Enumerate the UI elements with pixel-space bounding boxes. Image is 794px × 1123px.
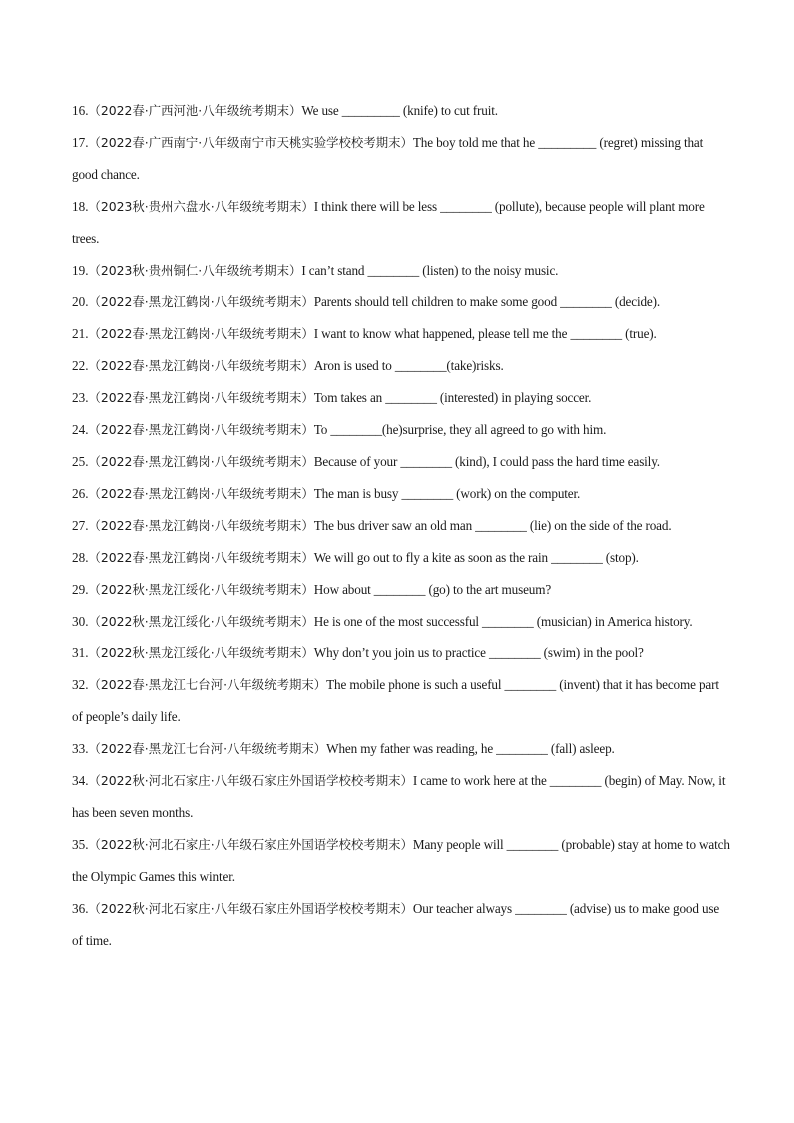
question-source: （2022春·广西河池·八年级统考期末） — [88, 103, 302, 118]
question-item — [72, 191, 732, 255]
question-number: 29. — [72, 581, 89, 597]
question-item — [72, 318, 732, 350]
question-list — [72, 95, 732, 956]
question-text: Aron is used to ________(take)risks. — [313, 358, 504, 374]
question-item — [72, 542, 732, 574]
question-text: When my father was reading, he ________ (fall) asleep. — [326, 741, 615, 757]
question-text: I think there will be less ________ (pollute), because people will plant more trees. — [72, 198, 705, 246]
question-source: （2022春·黑龙江鹤岗·八年级统考期末） — [88, 422, 314, 438]
question-source: （2022春·黑龙江鹤岗·八年级统考期末） — [88, 326, 314, 342]
question-text: Many people will ________ (probable) stay at home to watch the Olympic Games this winter. — [72, 836, 730, 884]
question-text: Tom takes an ________ (interested) in playing soccer. — [313, 390, 592, 406]
question-item — [72, 127, 732, 191]
question-text: We use _________ (knife) to cut fruit. — [301, 103, 498, 118]
question-number: 19. — [72, 262, 89, 278]
question-source: （2023秋·贵州六盘水·八年级统考期末） — [88, 198, 314, 214]
question-source: （2022春·黑龙江鹤岗·八年级统考期末） — [88, 549, 314, 565]
question-text: He is one of the most successful ________ (musician) in America history. — [313, 613, 693, 629]
question-source: （2022春·黑龙江鹤岗·八年级统考期末） — [88, 294, 314, 310]
question-source: （2023秋·贵州铜仁·八年级统考期末） — [88, 262, 302, 278]
question-source: （2022秋·黑龙江绥化·八年级统考期末） — [88, 645, 314, 661]
question-number: 35. — [72, 836, 89, 852]
question-item — [72, 510, 732, 542]
question-source: （2022春·黑龙江鹤岗·八年级统考期末） — [88, 453, 314, 469]
question-source: （2022秋·河北石家庄·八年级石家庄外国语学校校考期末） — [88, 773, 413, 789]
question-item — [72, 286, 732, 318]
question-source: （2022秋·黑龙江绥化·八年级统考期末） — [88, 581, 314, 597]
question-source: （2022春·黑龙江鹤岗·八年级统考期末） — [88, 358, 314, 374]
question-number: 23. — [72, 390, 89, 406]
question-text: Our teacher always ________ (advise) us to make good use of time. — [72, 900, 720, 948]
question-number: 36. — [72, 900, 89, 916]
question-number: 20. — [72, 294, 89, 310]
question-item — [72, 95, 732, 127]
question-text: To ________(he)surprise, they all agreed to go with him. — [313, 422, 607, 438]
question-text: The man is busy ________ (work) on the computer. — [313, 485, 581, 501]
question-source: （2022春·黑龙江鹤岗·八年级统考期末） — [88, 517, 314, 533]
question-source: （2022春·黑龙江七台河·八年级统考期末） — [88, 741, 327, 757]
question-item — [72, 350, 732, 382]
question-number: 26. — [72, 485, 89, 501]
question-number: 27. — [72, 517, 89, 533]
question-text: The bus driver saw an old man ________ (lie) on the side of the road. — [313, 517, 672, 533]
question-item — [72, 478, 732, 510]
question-source: （2022春·黑龙江鹤岗·八年级统考期末） — [88, 390, 314, 406]
question-number: 31. — [72, 645, 89, 661]
question-source: （2022春·黑龙江鹤岗·八年级统考期末） — [88, 485, 314, 501]
question-text: The boy told me that he _________ (regret) missing that good chance. — [72, 134, 704, 182]
question-text: I can’t stand ________ (listen) to the noisy music. — [301, 262, 559, 278]
question-number: 30. — [72, 613, 89, 629]
question-item — [72, 765, 732, 829]
question-item — [72, 637, 732, 669]
question-text: We will go out to fly a kite as soon as the rain ________ (stop). — [313, 549, 639, 565]
question-text: I want to know what happened, please tell me the ________ (true). — [313, 326, 657, 342]
question-number: 32. — [72, 677, 89, 693]
question-source: （2022秋·河北石家庄·八年级石家庄外国语学校校考期末） — [88, 900, 413, 916]
question-item — [72, 574, 732, 606]
question-item — [72, 893, 732, 957]
question-number: 22. — [72, 358, 89, 374]
question-item — [72, 446, 732, 478]
question-number: 24. — [72, 422, 89, 438]
question-text: I came to work here at the ________ (begin) of May. Now, it has been seven months. — [72, 773, 726, 820]
question-number: 17. — [72, 134, 89, 150]
question-text: Parents should tell children to make some good ________ (decide). — [313, 294, 661, 310]
question-number: 34. — [72, 773, 89, 789]
question-item — [72, 414, 732, 446]
question-number: 25. — [72, 453, 89, 469]
question-source: （2022秋·河北石家庄·八年级石家庄外国语学校校考期末） — [88, 836, 413, 852]
question-number: 33. — [72, 741, 89, 757]
question-source: （2022春·广西南宁·八年级南宁市天桃实验学校校考期末） — [88, 134, 413, 150]
question-number: 18. — [72, 198, 89, 214]
question-item — [72, 255, 732, 287]
question-text: The mobile phone is such a useful ________ (invent) that it has become part of people’s daily life. — [72, 677, 719, 725]
question-text: Because of your ________ (kind), I could pass the hard time easily. — [313, 453, 660, 469]
question-text: How about ________ (go) to the art museum? — [313, 581, 552, 597]
question-source: （2022秋·黑龙江绥化·八年级统考期末） — [88, 613, 314, 629]
question-item — [72, 669, 732, 733]
question-number: 21. — [72, 326, 89, 342]
question-text: Why don’t you join us to practice ________ (swim) in the pool? — [313, 645, 644, 661]
question-item — [72, 606, 732, 638]
question-number: 28. — [72, 549, 89, 565]
question-item — [72, 382, 732, 414]
question-source: （2022春·黑龙江七台河·八年级统考期末） — [88, 677, 327, 693]
question-item — [72, 829, 732, 893]
question-number: 16. — [72, 103, 89, 118]
question-item — [72, 733, 732, 765]
